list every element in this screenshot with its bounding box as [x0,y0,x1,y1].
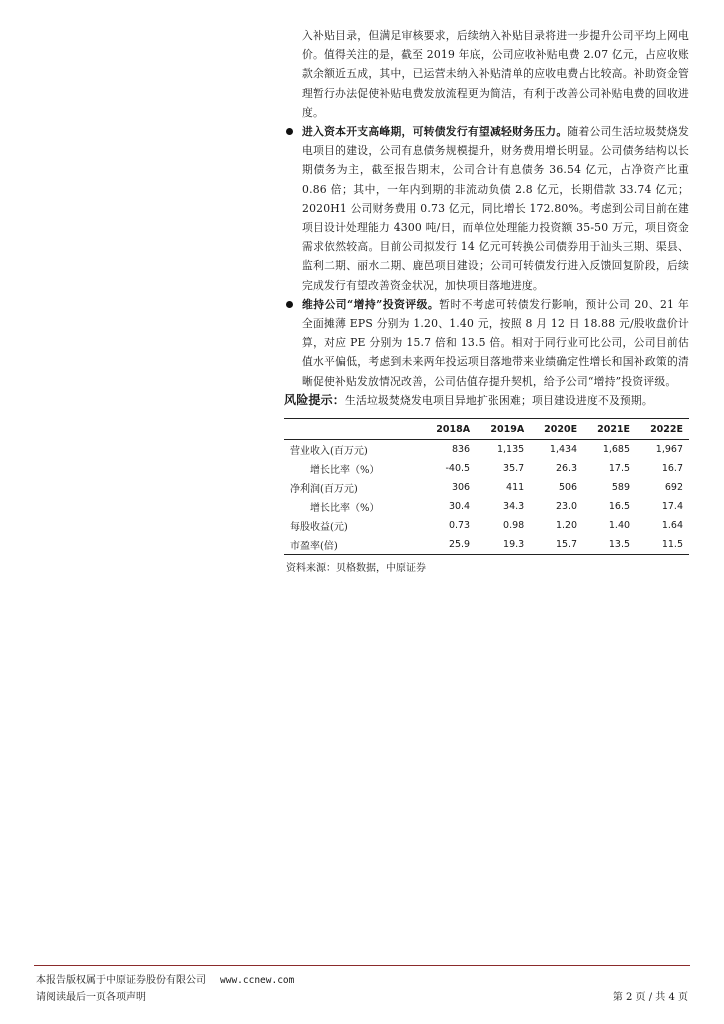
table-cell: 692 [664,482,683,494]
table-row [284,516,689,535]
table-cell: 1.40 [608,520,631,532]
footer-copyright-line [36,971,294,986]
table-cell: 1.64 [661,520,683,532]
table-cell: 0.73 [448,520,471,532]
row-label: 增长比率（%） [310,465,380,477]
table-header-cell: 2022E [636,419,689,440]
row-label: 增长比率（%） [310,503,380,515]
table-cell: 1.20 [555,520,578,532]
financial-forecast-table [284,418,689,555]
footer-copyright: 本报告版权属于中原证券股份有限公司 [36,975,206,986]
row-label: 市盈率(倍) [284,535,422,555]
table-cell: 1,135 [496,444,525,456]
risk-warning [284,391,689,410]
table-cell: 13.5 [583,535,636,555]
page-number: 第 2 页 / 共 4 页 [612,992,688,1003]
table-cell: 11.5 [636,535,689,555]
table-cell: 306 [451,482,471,494]
footer-url-link[interactable]: www.ccnew.com [220,975,295,986]
bullet-title: 维持公司“增持”投资评级。 [302,297,440,311]
risk-label: 风险提示： [284,392,346,407]
table-row [284,535,689,555]
table-cell: 506 [558,482,578,494]
row-label: 净利润(百万元) [290,484,358,496]
bullet-title: 进入资本开支高峰期，可转债发行有望减轻财务压力。 [302,125,568,139]
table-header-cell: 2019A [476,419,530,440]
table-header-cell: 2018A [422,419,476,440]
table-cell: 34.3 [503,501,525,513]
bullet-convertible-bond [284,122,689,295]
table-cell: -40.5 [445,463,471,475]
table-row [284,440,689,460]
table-cell: 16.5 [608,501,631,513]
table-source: 资料来源：贝格数据，中原证券 [286,563,426,575]
risk-text: 生活垃圾焚烧发电项目异地扩张困难；项目建设进度不及预期。 [345,393,653,407]
table-cell: 35.7 [503,463,525,475]
table-cell: 0.98 [503,520,525,532]
table-cell: 411 [506,482,525,494]
table-row [284,478,689,497]
table-cell: 1,967 [655,444,683,456]
bullet-body: 暂时不考虑可转债发行影响，预计公司 20、21 年全面摊薄 EPS 分别为 1.20、1.40 元，按照 8 月 12 日 18.88 元/股收盘价计算，对应 PE 分别为 15.7 倍和 13.5 倍。相对于同行业可比公司，公司目前估值水平偏低，考虑到未来两年投运项目落地带来业绩确定性增长和国补政策的清晰促使补贴发放情况改善，公司估值存提升契机，给予公司“增持”投资评级。 [302,297,689,388]
table-header-cell: 2021E [583,419,636,440]
table-cell: 16.7 [661,463,683,475]
table-header-cell [284,419,422,440]
bullet-body: 随着公司生活垃圾焚烧发电项目的建设，公司有息债务规模提升，财务费用增长明显。公司债务结构以长期债务为主，截至报告期末，公司合计有息债务 36.54 亿元，占净资产比重 0.86 倍；其中，一年内到期的非流动负债 2.8 亿元，长期借款 33.74 亿元；2020H1 公司财务费用 0.73 亿元，同比增长 172.80%。考虑到公司目前在建项目设计处理能力 4300 吨/日，而单位处理能力投资额 35-50 万元，项目资金需求依然较高。目前公司拟发行 14 亿元可转换公司债券用于汕头三期、渠县、监利二期、丽水二期、鹿邑项目建设；公司可转债发行进入反馈回复阶段，后续完成发行有望改善资金状况，加快项目落地进度。 [302,125,689,292]
table-cell: 17.5 [608,463,631,475]
row-label: 每股收益(元) [290,522,348,534]
table-cell: 23.0 [555,501,578,513]
table-cell: 26.3 [555,463,578,475]
table-row [284,497,689,516]
table-cell: 30.4 [448,501,471,513]
bullet-rating [284,295,689,391]
bullet-dot-icon [286,301,293,308]
table-cell: 25.9 [422,535,476,555]
table-cell: 17.4 [661,501,683,513]
report-body [284,26,689,574]
table-cell: 15.7 [530,535,583,555]
footer-disclaimer: 请阅读最后一页各项声明 [36,992,146,1003]
table-row [284,459,689,478]
bullet-dot-icon [286,128,293,135]
table-header-row [284,419,689,440]
table-cell: 836 [451,444,471,456]
row-label: 营业收入(百万元) [290,446,368,458]
footer-divider [34,965,690,966]
intro-paragraph: 入补贴目录，但满足审核要求，后续纳入补贴目录将进一步提升公司平均上网电价。值得关注的是，截至 2019 年底，公司应收补贴电费 2.07 亿元，占应收账款余额近五成，其中，已运营未纳入补贴清单的应收电费占比较高。补助资金管理暂行办法促使补贴电费发放流程更为简洁，有利于改善公司补贴电费的回收进度。 [302,29,689,119]
table-cell: 589 [611,482,631,494]
table-cell: 1,434 [549,444,578,456]
table-cell: 19.3 [476,535,530,555]
table-cell: 1,685 [602,444,631,456]
table-header-cell: 2020E [530,419,583,440]
